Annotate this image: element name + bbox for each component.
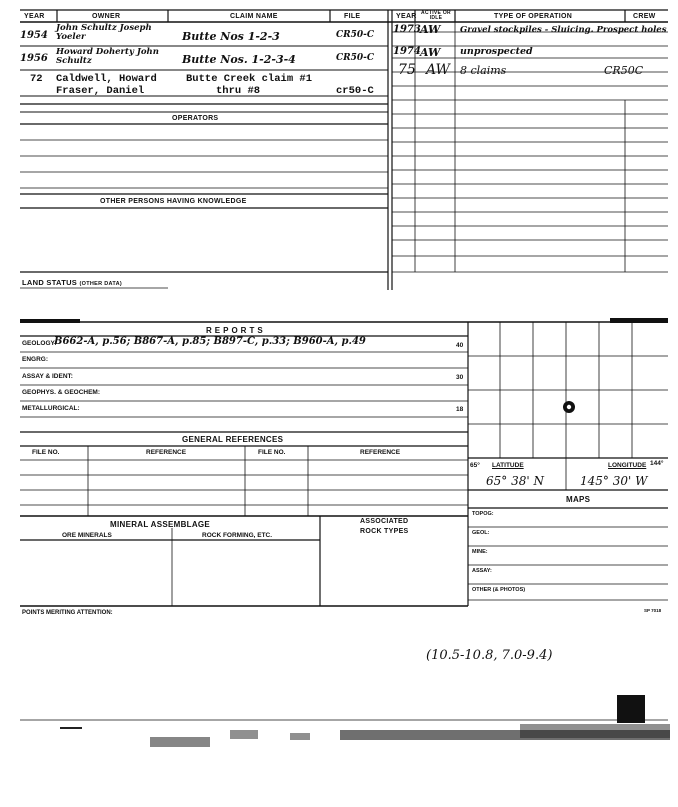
header-crew: CREW [633, 13, 656, 20]
reference-header: REFERENCE [146, 449, 187, 456]
maps-title: MAPS [566, 495, 591, 504]
owner-row-3-year: 72 [30, 73, 43, 85]
operation-row-1-status: AW [420, 23, 441, 36]
operation-row-2-status: AW [420, 46, 441, 59]
lat-degree-label: 65° [470, 462, 480, 469]
margin-40: 40 [456, 342, 464, 349]
operation-row-3-crew: CR50C [604, 64, 644, 77]
geology-label: GEOLOGY: [22, 340, 57, 347]
operation-row-3-year: 75 [398, 62, 416, 78]
operation-row-2-type: unprospected [460, 46, 533, 57]
margin-30: 30 [456, 374, 464, 381]
operation-row-1-year: 1973 [393, 24, 421, 35]
long-degree-label: 144° [650, 460, 664, 467]
owner-row-1-file: CR50-C [336, 30, 375, 40]
owner-row-2-claim: Butte Nos. 1-2-3-4 [182, 53, 296, 66]
owner-row-3-claim: Butte Creek claim #1 [186, 73, 313, 85]
owner-row-4-file: cr50-C [336, 85, 374, 97]
rock-types-label: ROCK TYPES [360, 528, 409, 535]
geophys-label: GEOPHYS. & GEOCHEM: [22, 389, 101, 396]
other-persons-label: OTHER PERSONS HAVING KNOWLEDGE [100, 198, 247, 205]
maps-assay: ASSAY: [472, 568, 492, 574]
coordinate-note: (10.5-10.8, 7.0-9.4) [426, 648, 553, 663]
header-claim-name: CLAIM NAME [230, 13, 278, 20]
owner-row-4-owner: Fraser, Daniel [56, 85, 145, 97]
metallurgical-label: METALLURGICAL: [22, 405, 80, 412]
points-meriting-attention-label: POINTS MERITING ATTENTION: [22, 610, 113, 616]
reference-header-2: REFERENCE [360, 449, 401, 456]
rock-forming-header: ROCK FORMING, ETC. [202, 532, 273, 539]
associated-label: ASSOCIATED [360, 518, 409, 525]
header-active-idle: ACTIVE OR IDLE [421, 10, 451, 21]
owner-row-3-owner: Caldwell, Howard [56, 73, 157, 85]
header-year-2: YEAR [396, 13, 417, 20]
owner-row-1-year: 1954 [20, 30, 48, 41]
operation-row-3-type: 8 claims [460, 64, 507, 77]
longitude-label: LONGITUDE [608, 462, 647, 469]
engrg-label: ENGRG: [22, 356, 48, 363]
reports-title: REPORTS [206, 326, 266, 335]
header-type-of-operation: TYPE OF OPERATION [494, 13, 573, 20]
ore-minerals-header: ORE MINERALS [62, 532, 112, 539]
owner-row-1-claim: Butte Nos 1-2-3 [182, 30, 280, 43]
longitude-value: 145° 30' W [580, 474, 648, 488]
land-status-label: LAND STATUS (OTHER DATA) [22, 278, 122, 287]
operation-row-2-year: 1974 [393, 46, 421, 57]
header-file: FILE [344, 13, 361, 20]
owner-row-2-file: CR50-C [336, 53, 375, 63]
geology-value: B662-A, p.56; B867-A, p.85; B897-C, p.33; B960-A, p.49 [54, 336, 366, 347]
owner-row-2-owner: Howard Doherty John Schultz [56, 47, 159, 66]
form-number: SP 7018 [644, 608, 662, 613]
latitude-value: 65° 38' N [486, 474, 544, 488]
margin-18: 18 [456, 406, 464, 413]
latitude-label: LATITUDE [492, 462, 524, 469]
owner-row-1-owner: John Schultz Joseph Yoeler [56, 23, 152, 42]
maps-topog: TOPOG: [472, 511, 494, 517]
owner-row-2-year: 1956 [20, 53, 48, 64]
general-references-title: GENERAL REFERENCES [182, 435, 284, 444]
maps-mine: MINE: [472, 549, 488, 555]
operation-row-1-type: Gravel stockpiles - Sluicing. Prospect holes [460, 25, 667, 35]
maps-geol: GEOL: [472, 530, 490, 536]
mineral-assemblage-title: MINERAL ASSEMBLAGE [110, 520, 211, 529]
operators-label: OPERATORS [172, 115, 219, 122]
file-no-header: FILE NO. [32, 449, 60, 456]
file-no-header-2: FILE NO. [258, 449, 286, 456]
owner-row-4-claim: thru #8 [216, 85, 261, 97]
assay-ident-label: ASSAY & IDENT: [22, 373, 73, 380]
operation-row-3-status: AW [426, 62, 450, 78]
maps-other: OTHER (& PHOTOS) [472, 587, 526, 593]
header-owner: OWNER [92, 13, 121, 20]
header-year: YEAR [24, 13, 45, 20]
